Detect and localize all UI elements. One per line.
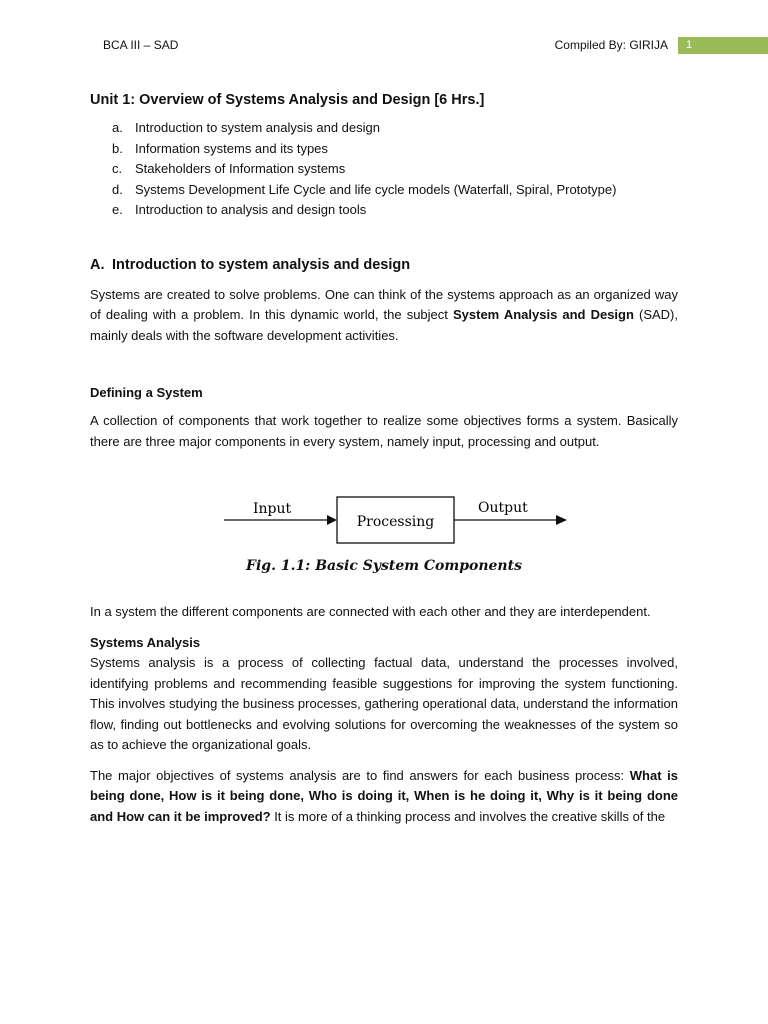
objectives-text-1: The major objectives of systems analysis are to find answers for each business process: — [90, 767, 630, 783]
header-course-label: BCA III – SAD — [103, 38, 179, 52]
document-body — [90, 92, 678, 827]
output-arrowhead-icon — [556, 515, 567, 525]
systems-analysis-heading: Systems Analysis — [90, 634, 201, 650]
list-item-text: Information systems and its types — [135, 140, 328, 156]
system-diagram — [90, 470, 678, 560]
intro-text-1: Systems are created to solve problems. One can think of the systems approach as an organized way of dealing with a problem. In this dynamic world, the subject — [90, 286, 678, 322]
objectives-text-2: It is more of a thinking process and involves the creative skills of the — [270, 808, 666, 824]
page-number: 1 — [678, 37, 768, 54]
unit-title: Unit 1: Overview of Systems Analysis and Design [6 Hrs.] — [90, 92, 485, 108]
list-item-text: Systems Development Life Cycle and life cycle models (Waterfall, Spiral, Prototype) — [135, 181, 617, 197]
list-marker: d. — [112, 181, 123, 197]
list-marker: c. — [112, 161, 123, 176]
interdependent-paragraph: In a system the different components are connected with each other and they are interdependent. — [90, 604, 651, 619]
intro-paragraph — [90, 285, 678, 347]
defining-system-heading: Defining a System — [90, 385, 203, 400]
list-item-text: Introduction to system analysis and design — [135, 120, 380, 135]
list-item-text: Introduction to analysis and design tools — [135, 202, 367, 217]
list-item — [112, 159, 678, 180]
list-item — [112, 180, 678, 201]
input-arrowhead-icon — [327, 515, 337, 525]
processing-label: Processing — [356, 514, 435, 530]
list-marker: b. — [112, 140, 123, 156]
list-item — [112, 200, 678, 221]
input-label: Input — [253, 501, 292, 517]
list-item-text: Stakeholders of Information systems — [135, 161, 346, 176]
list-marker: a. — [112, 120, 123, 135]
output-label: Output — [478, 500, 528, 516]
system-components-figure — [90, 470, 678, 578]
objectives-paragraph — [90, 766, 678, 828]
section-a-heading — [90, 257, 678, 273]
list-item — [112, 118, 678, 139]
page-header — [0, 36, 768, 56]
list-item — [112, 139, 678, 160]
section-title: Introduction to system analysis and design — [112, 256, 411, 273]
list-marker: e. — [112, 202, 123, 217]
objectives-bold-questions: What is being done, How is it being done, Who is doing it, When is he doing it, Why is it being done and How can it be improved? — [90, 767, 678, 824]
figure-caption: Fig. 1.1: Basic System Components — [246, 558, 522, 574]
header-author-label: Compiled By: GIRIJA — [554, 38, 668, 52]
section-letter: A. — [90, 256, 105, 273]
topic-list — [90, 118, 678, 221]
intro-text-2: (SAD), mainly deals with the software development activities. — [90, 307, 679, 343]
systems-analysis-paragraph: Systems analysis is a process of collecting factual data, understand the processes involved, identifying problems and recommending feasible suggestions for improving the system functioning. This involves studying the business processes, gathering operational data, understand the information flow, finding out bottlenecks and evolving solutions for overcoming the weaknesses of the system so as to achieve the organizational goals. — [90, 655, 678, 752]
intro-bold-term: System Analysis and Design — [452, 307, 634, 322]
defining-system-paragraph: A collection of components that work together to realize some objectives forms a system. Basically there are three major components in every system, namely input, processing and output. — [90, 413, 678, 449]
